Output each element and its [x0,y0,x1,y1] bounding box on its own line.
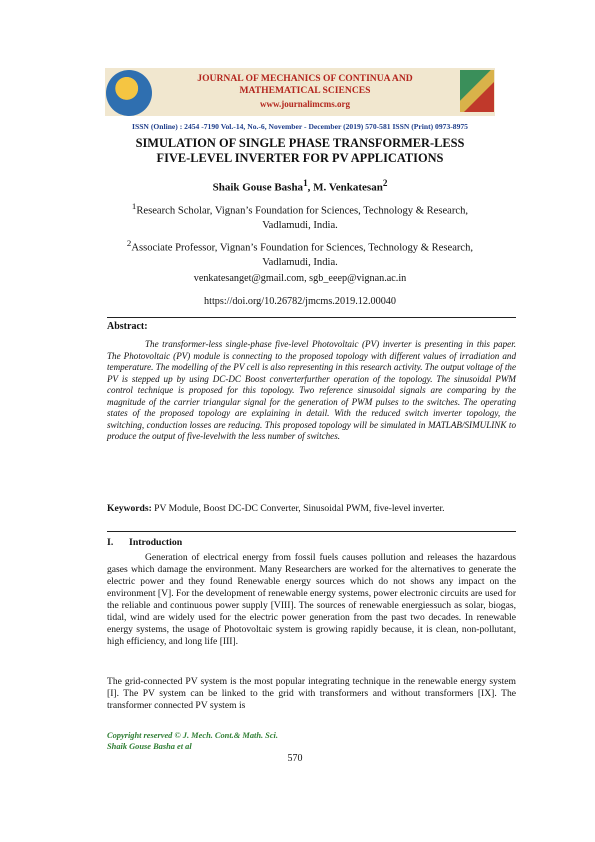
divider-bottom [107,531,516,532]
intro-paragraph-2: The grid-connected PV system is the most popular integrating technique in the renewable energy system [I]. The PV system can be linked to the grid with transformers and without transformers [IX]. The transformer connected PV system is [107,676,516,711]
journal-title [160,73,450,97]
copyright-line: Copyright reserved © J. Mech. Cont.& Math. Sci. [107,731,278,740]
affiliation-1-text: Research Scholar, Vignan’s Foundation for Sciences, Technology & Research, Vadlamudi, India. [136,205,469,231]
affiliation-2 [110,236,490,270]
section-number: I. [107,537,114,548]
intro-paragraph-1: Generation of electrical energy from fossil fuels causes pollution and releases the hazardous gases which damage the environment. Many Researchers are worked for the alternatives to generate the electric power and they found Renewable energy sources which do not shows any impact on the environment [V]. For the development of renewable energy systems, power electronic circuits are used for the reliable and continuous power supply [VIII]. The sources of renewable energiessuch as solar, biogas, tidal, wind are widely used for the electric power generation from the past two decades. In renewable energy systems, the usage of Photovoltaic system is growing rapidly because, it is clean, non-pollutant, high efficiency, and long life [III]. [107,552,517,647]
abstract-text: The transformer-less single-phase five-level Photovoltaic (PV) inverter is presenting in this paper. The Photovoltaic (PV) module is connecting to the proposed topology with different values of irradiation and temperature. The modelling of the PV cell is also representing in this research activity. The output voltage of the PV is stepped up by using DC-DC Boost converterfurther operation of the topology. The sinusoidal PWM control technique is proposed for this topology. Two reference sinusoidal signals are comparing by the magnitude of the carrier triangular signal for the generation of PWM pulses to the switches. The operating states of the proposed topology are explaining in detail. With the reduced switch inverter topology, the switching, conduction losses are reducing. This proposed topology will be simulated in MATLAB/SIMULINK to produce the output of five-levelwith the less number of switches. [107,339,516,441]
keywords-label: Keywords: [107,503,152,514]
section-title: Introduction [129,537,183,548]
affiliation-2-text: Associate Professor, Vignan’s Foundation for Sciences, Technology & Research, Vadlamudi, India. [131,242,474,268]
journal-title-line2: MATHEMATICAL SCIENCES [239,85,371,96]
issn-line: ISSN (Online) : 2454 -7190 Vol.-14, No.-6, November - December (2019) 570-581 ISSN (Print) 0973-8975 [132,122,468,131]
paper-title-line2: FIVE-LEVEL INVERTER FOR PV APPLICATIONS [156,151,444,165]
page-number [0,753,595,764]
journal-title-line1: JOURNAL OF MECHANICS OF CONTINUA AND [197,73,413,84]
keywords [107,503,516,515]
journal-logo-left [106,70,152,116]
running-author: Shaik Gouse Basha et al [107,742,192,751]
keywords-text: PV Module, Boost DC-DC Converter, Sinusoidal PWM, five-level inverter. [151,503,445,514]
author-2-sup: 2 [382,178,388,188]
affiliation-1-sup: 1 [131,201,137,211]
author-2: M. Venkatesan [313,181,383,194]
author-line [100,178,500,194]
journal-url[interactable]: www.journalimcms.org [260,99,350,109]
paper-title [100,136,500,166]
page-number-text: 570 [287,753,303,764]
journal-logo-right [460,70,494,112]
section-heading [107,537,182,548]
author-separator: , [307,181,314,194]
author-1-sup: 1 [303,178,308,188]
author-emails[interactable]: venkatesanget@gmail.com, sgb_eeep@vignan.ac.in [193,273,407,284]
divider-top [107,317,516,318]
paper-title-line1: SIMULATION OF SINGLE PHASE TRANSFORMER-LESS [135,136,465,150]
footer-copyright [107,730,278,752]
affiliation-2-sup: 2 [126,238,132,248]
author-1: Shaik Gouse Basha [212,181,304,194]
doi-link[interactable]: https://doi.org/10.26782/jmcms.2019.12.00040 [204,296,396,307]
affiliation-1 [110,199,490,233]
abstract-heading: Abstract: [107,321,148,332]
